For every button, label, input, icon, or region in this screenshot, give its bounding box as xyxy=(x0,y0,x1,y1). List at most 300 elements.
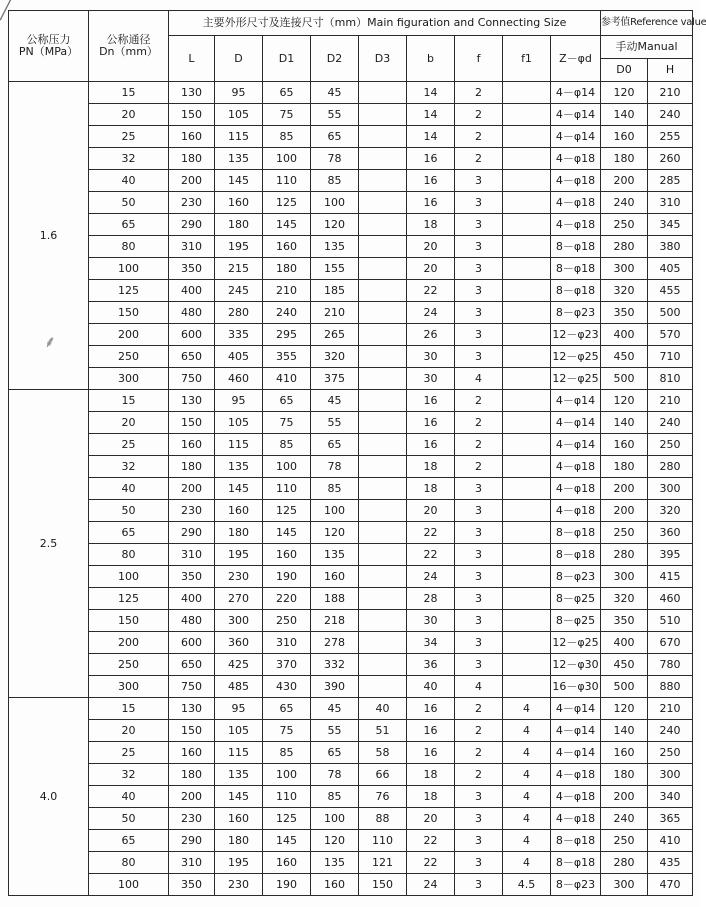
cell-D2: 320 xyxy=(311,346,359,368)
cell-D2: 55 xyxy=(311,104,359,126)
cell-b: 20 xyxy=(407,236,455,258)
cell-f: 2 xyxy=(455,126,503,148)
cell-L: 750 xyxy=(169,676,215,698)
cell-f: 3 xyxy=(455,808,503,830)
cell-D: 95 xyxy=(215,390,263,412)
cell-D: 145 xyxy=(215,786,263,808)
cell-f1 xyxy=(503,632,551,654)
reference-value-header: 参考值Reference value xyxy=(601,11,693,36)
cell-D1: 190 xyxy=(263,874,311,896)
cell-D: 425 xyxy=(215,654,263,676)
cell-D0: 450 xyxy=(601,346,648,368)
cell-bolt-holes: 4－φ18 xyxy=(551,214,601,236)
cell-D2: 65 xyxy=(311,742,359,764)
cell-D3 xyxy=(359,82,407,104)
cell-D2: 78 xyxy=(311,764,359,786)
cell-D1: 75 xyxy=(263,104,311,126)
cell-D2: 160 xyxy=(311,874,359,896)
cell-D1: 110 xyxy=(263,170,311,192)
cell-b: 20 xyxy=(407,808,455,830)
cell-f: 2 xyxy=(455,456,503,478)
cell-D: 115 xyxy=(215,126,263,148)
cell-D2: 120 xyxy=(311,522,359,544)
cell-D1: 100 xyxy=(263,456,311,478)
cell-D3 xyxy=(359,192,407,214)
cell-bolt-holes: 8－φ23 xyxy=(551,302,601,324)
cell-f1 xyxy=(503,258,551,280)
cell-D1: 85 xyxy=(263,126,311,148)
cell-D0: 450 xyxy=(601,654,648,676)
cell-H: 810 xyxy=(648,368,693,390)
cell-bolt-holes: 4－φ18 xyxy=(551,170,601,192)
cell-D3: 121 xyxy=(359,852,407,874)
cell-D: 270 xyxy=(215,588,263,610)
cell-bolt-holes: 4－φ14 xyxy=(551,104,601,126)
cell-bolt-holes: 8－φ25 xyxy=(551,588,601,610)
cell-D0: 240 xyxy=(601,192,648,214)
cell-L: 200 xyxy=(169,478,215,500)
table-row xyxy=(9,236,693,258)
cell-D2: 375 xyxy=(311,368,359,390)
pn-label-en: PN（MPa） xyxy=(18,45,79,58)
table-row xyxy=(9,830,693,852)
cell-H: 255 xyxy=(648,126,693,148)
cell-b: 22 xyxy=(407,852,455,874)
cell-b: 18 xyxy=(407,786,455,808)
col-f1: f1 xyxy=(503,36,551,82)
cell-D3 xyxy=(359,258,407,280)
cell-D0: 200 xyxy=(601,170,648,192)
cell-H: 360 xyxy=(648,522,693,544)
table-row xyxy=(9,280,693,302)
cell-D2: 332 xyxy=(311,654,359,676)
cell-D3 xyxy=(359,676,407,698)
cell-b: 22 xyxy=(407,522,455,544)
cell-f1: 4 xyxy=(503,808,551,830)
cell-L: 290 xyxy=(169,830,215,852)
cell-D1: 210 xyxy=(263,280,311,302)
cell-b: 16 xyxy=(407,412,455,434)
table-row xyxy=(9,698,693,720)
cell-dn: 40 xyxy=(89,170,169,192)
table-row xyxy=(9,610,693,632)
cell-f: 3 xyxy=(455,478,503,500)
table-row xyxy=(9,676,693,698)
pn-label-cn: 公称压力 xyxy=(26,33,71,46)
cell-D3 xyxy=(359,126,407,148)
cell-D1: 65 xyxy=(263,698,311,720)
cell-L: 180 xyxy=(169,456,215,478)
cell-D0: 140 xyxy=(601,104,648,126)
cell-bolt-holes: 8－φ18 xyxy=(551,258,601,280)
cell-D1: 145 xyxy=(263,522,311,544)
cell-D0: 280 xyxy=(601,852,648,874)
cell-D: 405 xyxy=(215,346,263,368)
table-row xyxy=(9,346,693,368)
table-row xyxy=(9,566,693,588)
cell-H: 250 xyxy=(648,434,693,456)
cell-D3 xyxy=(359,654,407,676)
cell-D1: 250 xyxy=(263,610,311,632)
cell-b: 34 xyxy=(407,632,455,654)
cell-D1: 75 xyxy=(263,720,311,742)
cell-bolt-holes: 4－φ18 xyxy=(551,764,601,786)
cell-D3: 58 xyxy=(359,742,407,764)
pen-mark: ╱ xyxy=(0,0,11,21)
cell-D3 xyxy=(359,214,407,236)
cell-D1: 65 xyxy=(263,390,311,412)
cell-f: 4 xyxy=(455,368,503,390)
cell-H: 340 xyxy=(648,786,693,808)
cell-D1: 145 xyxy=(263,214,311,236)
cell-H: 210 xyxy=(648,390,693,412)
cell-bolt-holes: 8－φ18 xyxy=(551,830,601,852)
cell-D0: 180 xyxy=(601,456,648,478)
table-row xyxy=(9,324,693,346)
table-row xyxy=(9,654,693,676)
dn-header xyxy=(89,11,169,82)
cell-b: 24 xyxy=(407,302,455,324)
cell-dn: 100 xyxy=(89,874,169,896)
cell-L: 350 xyxy=(169,566,215,588)
cell-H: 240 xyxy=(648,104,693,126)
cell-f1 xyxy=(503,566,551,588)
cell-f: 2 xyxy=(455,104,503,126)
cell-D2: 85 xyxy=(311,478,359,500)
cell-bolt-holes: 4－φ18 xyxy=(551,808,601,830)
cell-dn: 65 xyxy=(89,830,169,852)
table-row xyxy=(9,126,693,148)
cell-b: 18 xyxy=(407,214,455,236)
cell-dn: 65 xyxy=(89,522,169,544)
cell-D2: 120 xyxy=(311,830,359,852)
cell-bolt-holes: 4－φ14 xyxy=(551,434,601,456)
cell-f: 2 xyxy=(455,148,503,170)
cell-b: 20 xyxy=(407,500,455,522)
cell-bolt-holes: 8－φ18 xyxy=(551,522,601,544)
cell-L: 130 xyxy=(169,82,215,104)
cell-dn: 20 xyxy=(89,104,169,126)
cell-dn: 150 xyxy=(89,610,169,632)
cell-f: 3 xyxy=(455,500,503,522)
cell-b: 36 xyxy=(407,654,455,676)
cell-f1 xyxy=(503,522,551,544)
cell-H: 415 xyxy=(648,566,693,588)
cell-dn: 25 xyxy=(89,742,169,764)
cell-D2: 65 xyxy=(311,434,359,456)
cell-D3 xyxy=(359,346,407,368)
cell-dn: 150 xyxy=(89,302,169,324)
cell-f: 3 xyxy=(455,830,503,852)
cell-f1: 4 xyxy=(503,830,551,852)
cell-D1: 125 xyxy=(263,192,311,214)
cell-b: 30 xyxy=(407,610,455,632)
cell-D: 145 xyxy=(215,170,263,192)
cell-H: 250 xyxy=(648,742,693,764)
cell-dn: 25 xyxy=(89,126,169,148)
cell-L: 750 xyxy=(169,368,215,390)
table-row xyxy=(9,764,693,786)
cell-L: 400 xyxy=(169,280,215,302)
cell-L: 650 xyxy=(169,654,215,676)
cell-b: 14 xyxy=(407,82,455,104)
cell-D0: 250 xyxy=(601,522,648,544)
cell-D2: 45 xyxy=(311,82,359,104)
cell-H: 570 xyxy=(648,324,693,346)
cell-D0: 120 xyxy=(601,390,648,412)
cell-D2: 100 xyxy=(311,500,359,522)
cell-b: 16 xyxy=(407,720,455,742)
cell-D1: 160 xyxy=(263,236,311,258)
cell-D0: 280 xyxy=(601,544,648,566)
cell-L: 310 xyxy=(169,852,215,874)
cell-b: 18 xyxy=(407,478,455,500)
cell-bolt-holes: 4－φ14 xyxy=(551,82,601,104)
cell-f1 xyxy=(503,478,551,500)
cell-f1 xyxy=(503,500,551,522)
cell-dn: 125 xyxy=(89,280,169,302)
cell-D3 xyxy=(359,390,407,412)
pn-header xyxy=(9,11,89,82)
cell-H: 240 xyxy=(648,720,693,742)
cell-D0: 160 xyxy=(601,742,648,764)
cell-f1 xyxy=(503,456,551,478)
cell-L: 130 xyxy=(169,698,215,720)
cell-D1: 110 xyxy=(263,786,311,808)
cell-D3 xyxy=(359,412,407,434)
cell-D: 135 xyxy=(215,148,263,170)
cell-L: 400 xyxy=(169,588,215,610)
cell-bolt-holes: 12－φ25 xyxy=(551,632,601,654)
cell-f: 3 xyxy=(455,632,503,654)
cell-D3 xyxy=(359,324,407,346)
cell-D0: 400 xyxy=(601,324,648,346)
cell-D0: 120 xyxy=(601,698,648,720)
cell-L: 200 xyxy=(169,170,215,192)
cell-L: 650 xyxy=(169,346,215,368)
cell-D0: 140 xyxy=(601,412,648,434)
cell-b: 22 xyxy=(407,280,455,302)
cell-b: 16 xyxy=(407,170,455,192)
cell-bolt-holes: 16－φ30 xyxy=(551,676,601,698)
cell-D3 xyxy=(359,170,407,192)
cell-D3 xyxy=(359,104,407,126)
cell-b: 16 xyxy=(407,148,455,170)
cell-L: 230 xyxy=(169,808,215,830)
manual-header: 手动Manual xyxy=(601,36,693,59)
cell-f: 2 xyxy=(455,764,503,786)
cell-H: 240 xyxy=(648,412,693,434)
cell-D0: 140 xyxy=(601,720,648,742)
table-row xyxy=(9,170,693,192)
cell-f1 xyxy=(503,148,551,170)
dn-label-cn: 公称通径 xyxy=(106,33,151,46)
cell-D0: 300 xyxy=(601,258,648,280)
cell-L: 180 xyxy=(169,764,215,786)
table-row xyxy=(9,852,693,874)
cell-dn: 125 xyxy=(89,588,169,610)
cell-D: 115 xyxy=(215,742,263,764)
cell-D3 xyxy=(359,302,407,324)
cell-D3: 40 xyxy=(359,698,407,720)
cell-D2: 78 xyxy=(311,148,359,170)
cell-D1: 160 xyxy=(263,852,311,874)
cell-b: 40 xyxy=(407,676,455,698)
cell-D2: 390 xyxy=(311,676,359,698)
cell-D0: 300 xyxy=(601,874,648,896)
cell-b: 14 xyxy=(407,126,455,148)
cell-H: 310 xyxy=(648,192,693,214)
cell-dn: 40 xyxy=(89,786,169,808)
table-row xyxy=(9,302,693,324)
cell-D: 460 xyxy=(215,368,263,390)
cell-bolt-holes: 8－φ23 xyxy=(551,566,601,588)
cell-D: 95 xyxy=(215,698,263,720)
cell-b: 30 xyxy=(407,368,455,390)
col-D1: D1 xyxy=(263,36,311,82)
cell-bolt-holes: 8－φ23 xyxy=(551,874,601,896)
cell-f: 3 xyxy=(455,236,503,258)
cell-b: 14 xyxy=(407,104,455,126)
cell-D0: 500 xyxy=(601,368,648,390)
cell-L: 180 xyxy=(169,148,215,170)
cell-bolt-holes: 8－φ25 xyxy=(551,610,601,632)
cell-f1 xyxy=(503,434,551,456)
cell-D3: 76 xyxy=(359,786,407,808)
cell-dn: 65 xyxy=(89,214,169,236)
cell-D0: 180 xyxy=(601,764,648,786)
cell-dn: 200 xyxy=(89,324,169,346)
cell-D1: 75 xyxy=(263,412,311,434)
main-dimensions-header: 主要外形尺寸及连接尺寸（mm）Main figuration and Connecting Size xyxy=(169,11,601,36)
col-D0: D0 xyxy=(601,59,648,82)
cell-f: 2 xyxy=(455,720,503,742)
cell-dn: 200 xyxy=(89,632,169,654)
cell-H: 670 xyxy=(648,632,693,654)
table-row xyxy=(9,742,693,764)
cell-D2: 45 xyxy=(311,390,359,412)
cell-f: 3 xyxy=(455,258,503,280)
table-row xyxy=(9,412,693,434)
cell-D0: 400 xyxy=(601,632,648,654)
cell-H: 395 xyxy=(648,544,693,566)
cell-dn: 15 xyxy=(89,82,169,104)
cell-D2: 278 xyxy=(311,632,359,654)
cell-D2: 188 xyxy=(311,588,359,610)
cell-L: 290 xyxy=(169,522,215,544)
cell-bolt-holes: 8－φ18 xyxy=(551,544,601,566)
cell-f: 4 xyxy=(455,676,503,698)
cell-f: 3 xyxy=(455,786,503,808)
cell-f1 xyxy=(503,104,551,126)
cell-L: 310 xyxy=(169,544,215,566)
cell-bolt-holes: 8－φ18 xyxy=(551,852,601,874)
cell-f: 2 xyxy=(455,390,503,412)
cell-D1: 160 xyxy=(263,544,311,566)
table-row xyxy=(9,544,693,566)
cell-D0: 350 xyxy=(601,302,648,324)
cell-D: 115 xyxy=(215,434,263,456)
cell-D: 195 xyxy=(215,544,263,566)
cell-D1: 310 xyxy=(263,632,311,654)
cell-dn: 32 xyxy=(89,148,169,170)
cell-D3 xyxy=(359,522,407,544)
cell-f1: 4 xyxy=(503,852,551,874)
cell-D1: 85 xyxy=(263,434,311,456)
cell-D0: 200 xyxy=(601,478,648,500)
cell-D3: 51 xyxy=(359,720,407,742)
spec-body xyxy=(9,82,693,896)
cell-dn: 25 xyxy=(89,434,169,456)
cell-H: 410 xyxy=(648,830,693,852)
cell-b: 24 xyxy=(407,874,455,896)
cell-D1: 100 xyxy=(263,764,311,786)
cell-D: 360 xyxy=(215,632,263,654)
dn-label-en: Dn（mm） xyxy=(99,45,158,58)
cell-D3 xyxy=(359,632,407,654)
cell-D2: 85 xyxy=(311,170,359,192)
cell-D3: 110 xyxy=(359,830,407,852)
table-row xyxy=(9,434,693,456)
col-L: L xyxy=(169,36,215,82)
cell-H: 280 xyxy=(648,456,693,478)
cell-D1: 110 xyxy=(263,478,311,500)
cell-D3 xyxy=(359,500,407,522)
cell-D: 135 xyxy=(215,456,263,478)
cell-D2: 265 xyxy=(311,324,359,346)
table-row xyxy=(9,632,693,654)
cell-f: 3 xyxy=(455,610,503,632)
cell-bolt-holes: 4－φ18 xyxy=(551,786,601,808)
cell-D: 335 xyxy=(215,324,263,346)
cell-f1 xyxy=(503,82,551,104)
cell-H: 260 xyxy=(648,148,693,170)
cell-f1 xyxy=(503,236,551,258)
cell-D3 xyxy=(359,478,407,500)
cell-L: 290 xyxy=(169,214,215,236)
table-row xyxy=(9,720,693,742)
cell-b: 18 xyxy=(407,456,455,478)
cell-D0: 240 xyxy=(601,808,648,830)
cell-D1: 295 xyxy=(263,324,311,346)
cell-L: 350 xyxy=(169,258,215,280)
cell-D0: 500 xyxy=(601,676,648,698)
cell-D3: 66 xyxy=(359,764,407,786)
cell-H: 210 xyxy=(648,698,693,720)
cell-dn: 50 xyxy=(89,192,169,214)
table-row xyxy=(9,500,693,522)
cell-D3 xyxy=(359,544,407,566)
cell-H: 380 xyxy=(648,236,693,258)
cell-f1 xyxy=(503,302,551,324)
cell-dn: 80 xyxy=(89,852,169,874)
col-b: b xyxy=(407,36,455,82)
cell-H: 365 xyxy=(648,808,693,830)
cell-bolt-holes: 12－φ25 xyxy=(551,368,601,390)
cell-b: 20 xyxy=(407,258,455,280)
cell-D1: 125 xyxy=(263,808,311,830)
cell-f1 xyxy=(503,610,551,632)
cell-f1 xyxy=(503,280,551,302)
cell-D0: 320 xyxy=(601,588,648,610)
cell-dn: 50 xyxy=(89,808,169,830)
cell-D2: 218 xyxy=(311,610,359,632)
cell-D2: 45 xyxy=(311,698,359,720)
cell-D3: 150 xyxy=(359,874,407,896)
cell-b: 16 xyxy=(407,192,455,214)
cell-bolt-holes: 8－φ18 xyxy=(551,280,601,302)
cell-D: 105 xyxy=(215,104,263,126)
